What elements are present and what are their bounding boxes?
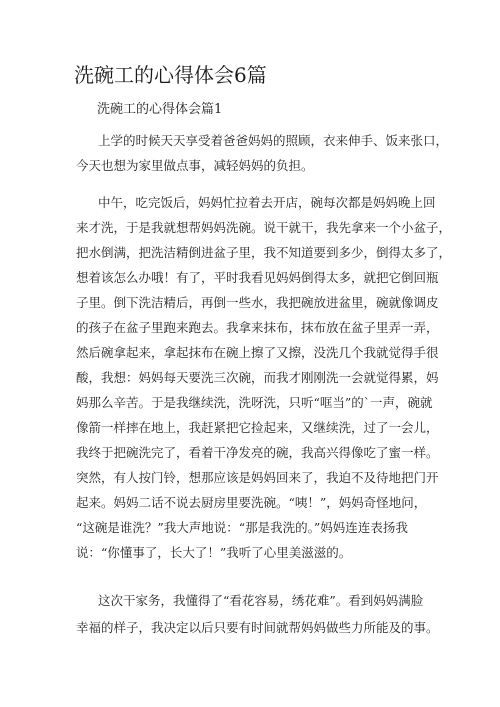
paragraph-line: 像箭一样摔在地上，我赶紧把它捡起来，又继续洗，过了一会儿，	[76, 420, 439, 435]
paragraph-line: 子里。倒下洗洁精后，再倒一些水，我把碗放进盆里，碗就像调皮	[76, 295, 439, 310]
paragraph-line: “这碗是谁洗？”我大声地说：“那是我洗的。”妈妈连连表扬我	[76, 520, 408, 535]
paragraph-line: 妈那么辛苦。于是我继续洗，洗呀洗，只听“哐当”的`一声，碗就	[76, 395, 433, 410]
paragraph-line: 上学的时候天天享受着爸爸妈妈的照顾，衣来伸手、饭来张口，	[98, 133, 449, 148]
section-title: 洗碗工的心得体会篇1	[97, 102, 223, 117]
paragraph-line: 的孩子在盆子里跑来跑去。我拿来抹布，抹布放在盆子里弄一弄，	[76, 320, 439, 335]
paragraph-line: 幸福的样子，我决定以后只要有时间就帮妈妈做些力所能及的事。	[76, 620, 439, 635]
paragraph-line: 来才洗，于是我就想帮妈妈洗碗。说干就干，我先拿来一个小盆子，	[76, 220, 452, 235]
paragraph-line: 我终于把碗洗完了，看着干净发亮的碗，我高兴得像吃了蜜一样。	[76, 445, 439, 460]
paragraph-line: 突然，有人按门铃，想那应该是妈妈回来了，我迫不及待地把门开	[76, 470, 439, 485]
paragraph-line: 酸，我想：妈妈每天要洗三次碗，而我才刚刚洗一会就觉得累，妈	[76, 370, 439, 385]
paragraph-line: 起来。妈妈二话不说去厨房里要洗碗。“咦！”，妈妈奇怪地问，	[76, 495, 427, 510]
paragraph-line: 把水倒满，把洗洁精倒进盆子里，我不知道要到多少，倒得太多了，	[76, 245, 452, 260]
document-title: 洗碗工的心得体会6篇	[74, 63, 267, 87]
paragraph-line: 今天也想为家里做点事，减轻妈妈的负担。	[76, 158, 314, 173]
paragraph-line: 想着该怎么办哦！有了，平时我看见妈妈倒得太多，就把它倒回瓶	[76, 270, 439, 285]
paragraph-line: 然后碗拿起来，拿起抹布在碗上擦了又擦，没洗几个我就觉得手很	[76, 345, 439, 360]
paragraph-line: 说：“你懂事了，长大了！”我听了心里美滋滋的。	[76, 545, 352, 560]
paragraph-line: 中午，吃完饭后，妈妈忙拉着去开店，碗每次都是妈妈晚上回	[98, 195, 436, 210]
paragraph-line: 这次干家务，我懂得了“看花容易，绣花难”。看到妈妈满脸	[98, 593, 424, 608]
